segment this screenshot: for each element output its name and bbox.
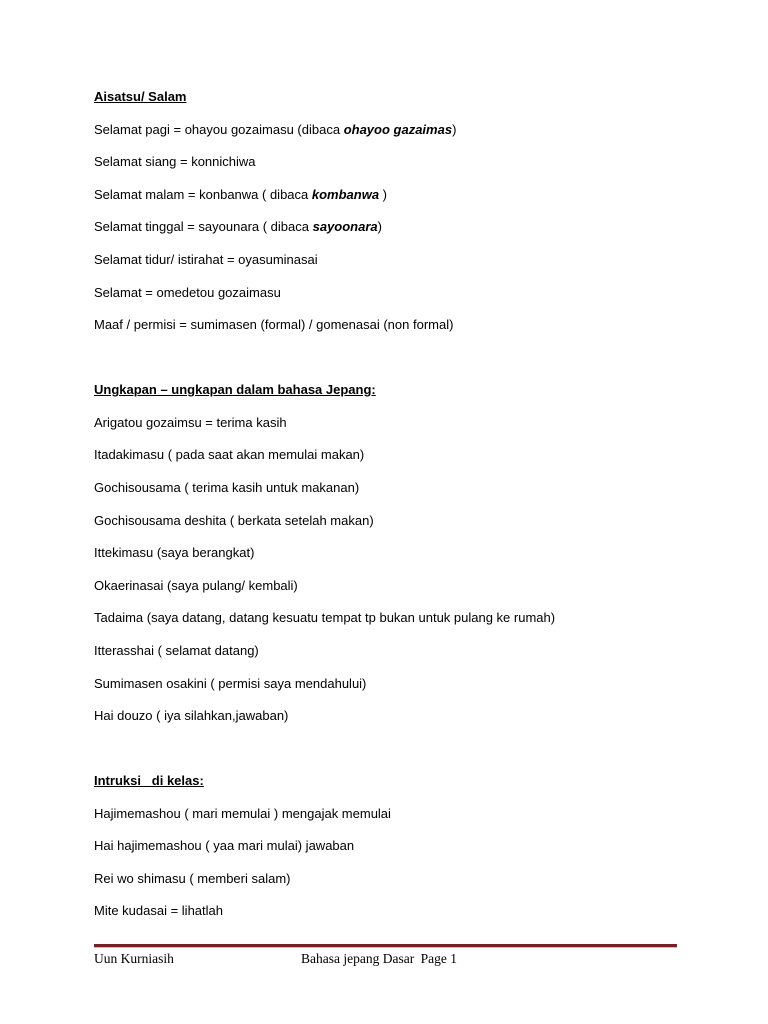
section-heading-intruksi: Intruksi di kelas: — [94, 773, 204, 789]
salam-line-6: Selamat = omedetou gozaimasu — [94, 284, 281, 300]
footer-divider — [94, 944, 677, 948]
intruksi-line-4: Mite kudasai = lihatlah — [94, 903, 223, 919]
ungkapan-line-9: Sumimasen osakini ( permisi saya mendahului) — [94, 675, 367, 691]
intruksi-line-2: Hai hajimemashou ( yaa mari mulai) jawaban — [94, 838, 355, 854]
ungkapan-line-3: Gochisousama ( terima kasih untuk makanan) — [94, 479, 360, 495]
salam-line-7: Maaf / permisi = sumimasen (formal) / gomenasai (non formal) — [94, 317, 454, 333]
footer-author: Uun Kurniasih — [94, 951, 174, 966]
ungkapan-line-10: Hai douzo ( iya silahkan,jawaban) — [94, 708, 289, 724]
ungkapan-line-5: Ittekimasu (saya berangkat) — [94, 545, 255, 561]
salam-line-3: Selamat malam = konbanwa ( dibaca kombanwa ) — [94, 186, 388, 202]
document-body — [94, 88, 694, 920]
intruksi-line-1: Hajimemashou ( mari memulai ) mengajak memulai — [94, 805, 391, 821]
salam-line-5: Selamat tidur/ istirahat = oyasuminasai — [94, 251, 318, 267]
intruksi-line-3: Rei wo shimasu ( memberi salam) — [94, 870, 291, 886]
ungkapan-line-1: Arigatou gozaimsu = terima kasih — [94, 414, 287, 430]
ungkapan-line-6: Okaerinasai (saya pulang/ kembali) — [94, 577, 298, 593]
salam-line-1: Selamat pagi = ohayou gozaimasu (dibaca ohayoo gazaimas) — [94, 121, 457, 137]
ungkapan-line-8: Itterasshai ( selamat datang) — [94, 642, 259, 658]
ungkapan-line-4: Gochisousama deshita ( berkata setelah makan) — [94, 512, 374, 528]
footer-page-number: Page 1 — [420, 951, 457, 966]
salam-line-4: Selamat tinggal = sayounara ( dibaca sayoonara) — [94, 219, 382, 235]
footer-doc-title: Bahasa jepang Dasar — [301, 951, 415, 966]
footer-title — [301, 950, 457, 968]
ungkapan-line-2: Itadakimasu ( pada saat akan memulai makan) — [94, 447, 365, 463]
section-heading-salam: Aisatsu/ Salam — [94, 89, 187, 104]
ungkapan-line-7: Tadaima (saya datang, datang kesuatu tempat tp bukan untuk pulang ke rumah) — [94, 610, 556, 626]
section-heading-ungkapan: Ungkapan – ungkapan dalam bahasa Jepang: — [94, 382, 376, 398]
salam-line-2: Selamat siang = konnichiwa — [94, 154, 256, 170]
